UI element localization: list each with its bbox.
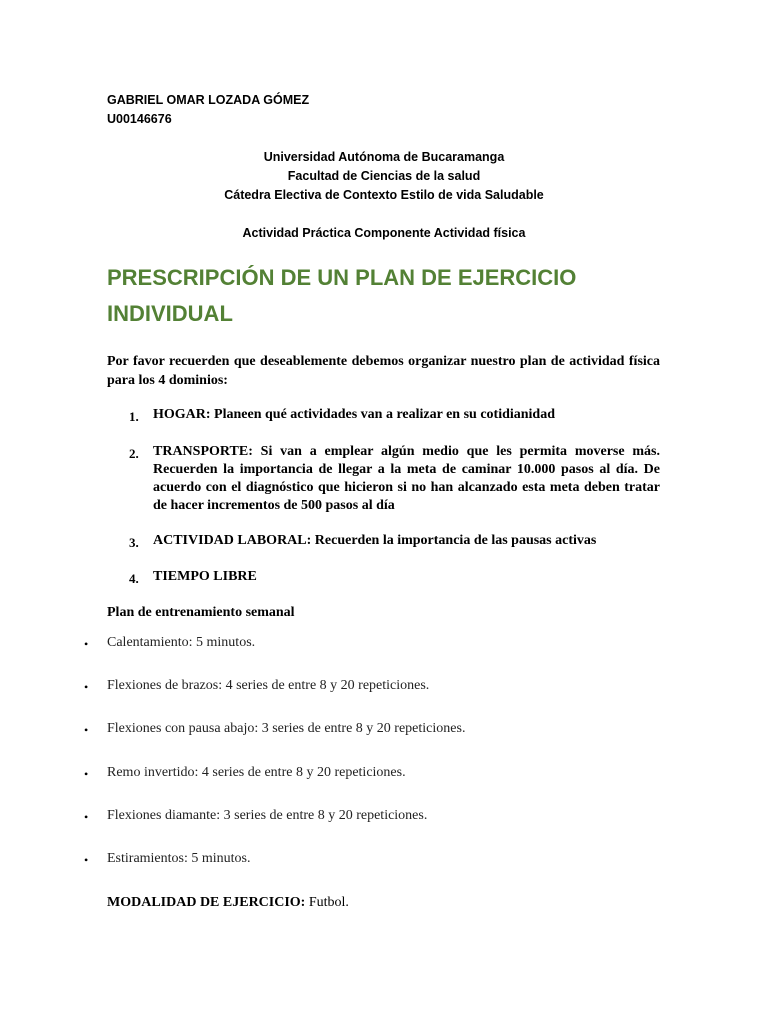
domain-number: 3. (129, 535, 139, 550)
intro-paragraph: Por favor recuerden que deseablemente debemos organizar nuestro plan de actividad física para los 4 dominios: (107, 354, 660, 388)
activity-name: Actividad Práctica Componente Actividad física (242, 226, 526, 240)
document-title-line-2: INDIVIDUAL (107, 301, 233, 326)
domain-item-actividad-laboral: ACTIVIDAD LABORAL: Recuerden la importancia de las pausas activas (153, 533, 597, 548)
chair-name: Cátedra Electiva de Contexto Estilo de vida Saludable (224, 188, 544, 202)
document-title-line-1: PRESCRIPCIÓN DE UN PLAN DE EJERCICIO (107, 265, 577, 290)
faculty-name: Facultad de Ciencias de la salud (287, 169, 481, 183)
list-item: Flexiones de brazos: 4 series de entre 8 y 20 repeticiones. (107, 678, 430, 693)
exercise-modality (107, 895, 349, 911)
bullet-icon: • (84, 810, 89, 824)
modality-value: Futbol. (308, 895, 349, 910)
domain-number: 2. (129, 446, 139, 461)
domain-item-tiempo-libre: TIEMPO LIBRE (153, 569, 257, 584)
bullet-icon: • (84, 680, 89, 694)
author-name: GABRIEL OMAR LOZADA GÓMEZ (107, 93, 310, 107)
domain-number: 1. (129, 409, 139, 424)
bullet-icon: • (84, 853, 89, 867)
university-name: Universidad Autónoma de Bucaramanga (263, 150, 505, 164)
list-item: Flexiones diamante: 3 series de entre 8 y 20 repeticiones. (107, 808, 428, 823)
list-item: Flexiones con pausa abajo: 3 series de entre 8 y 20 repeticiones. (107, 721, 466, 736)
bullet-icon: • (84, 767, 89, 781)
domain-item-hogar: HOGAR: Planeen qué actividades van a realizar en su cotidianidad (153, 407, 556, 422)
list-item: Remo invertido: 4 series de entre 8 y 20 repeticiones. (107, 765, 406, 780)
domain-number: 4. (129, 571, 139, 586)
list-item: Calentamiento: 5 minutos. (107, 635, 256, 650)
list-item: Estiramientos: 5 minutos. (107, 851, 251, 866)
bullet-icon: • (84, 637, 89, 651)
author-id: U00146676 (107, 112, 172, 126)
domain-item-transporte: TRANSPORTE: Si van a emplear algún medio que les permita moverse más. Recuerden la importancia de llegar a la meta de caminar 10.000 pasos al día. De acuerdo con el diagnóstico que hicieron si no han alcanzado esta meta deben tratar de hacer incrementos de 500 pasos al día (153, 444, 660, 513)
bullet-icon: • (84, 723, 89, 737)
modality-label: MODALIDAD DE EJERCICIO: (107, 895, 306, 910)
training-plan-heading: Plan de entrenamiento semanal (107, 605, 295, 620)
